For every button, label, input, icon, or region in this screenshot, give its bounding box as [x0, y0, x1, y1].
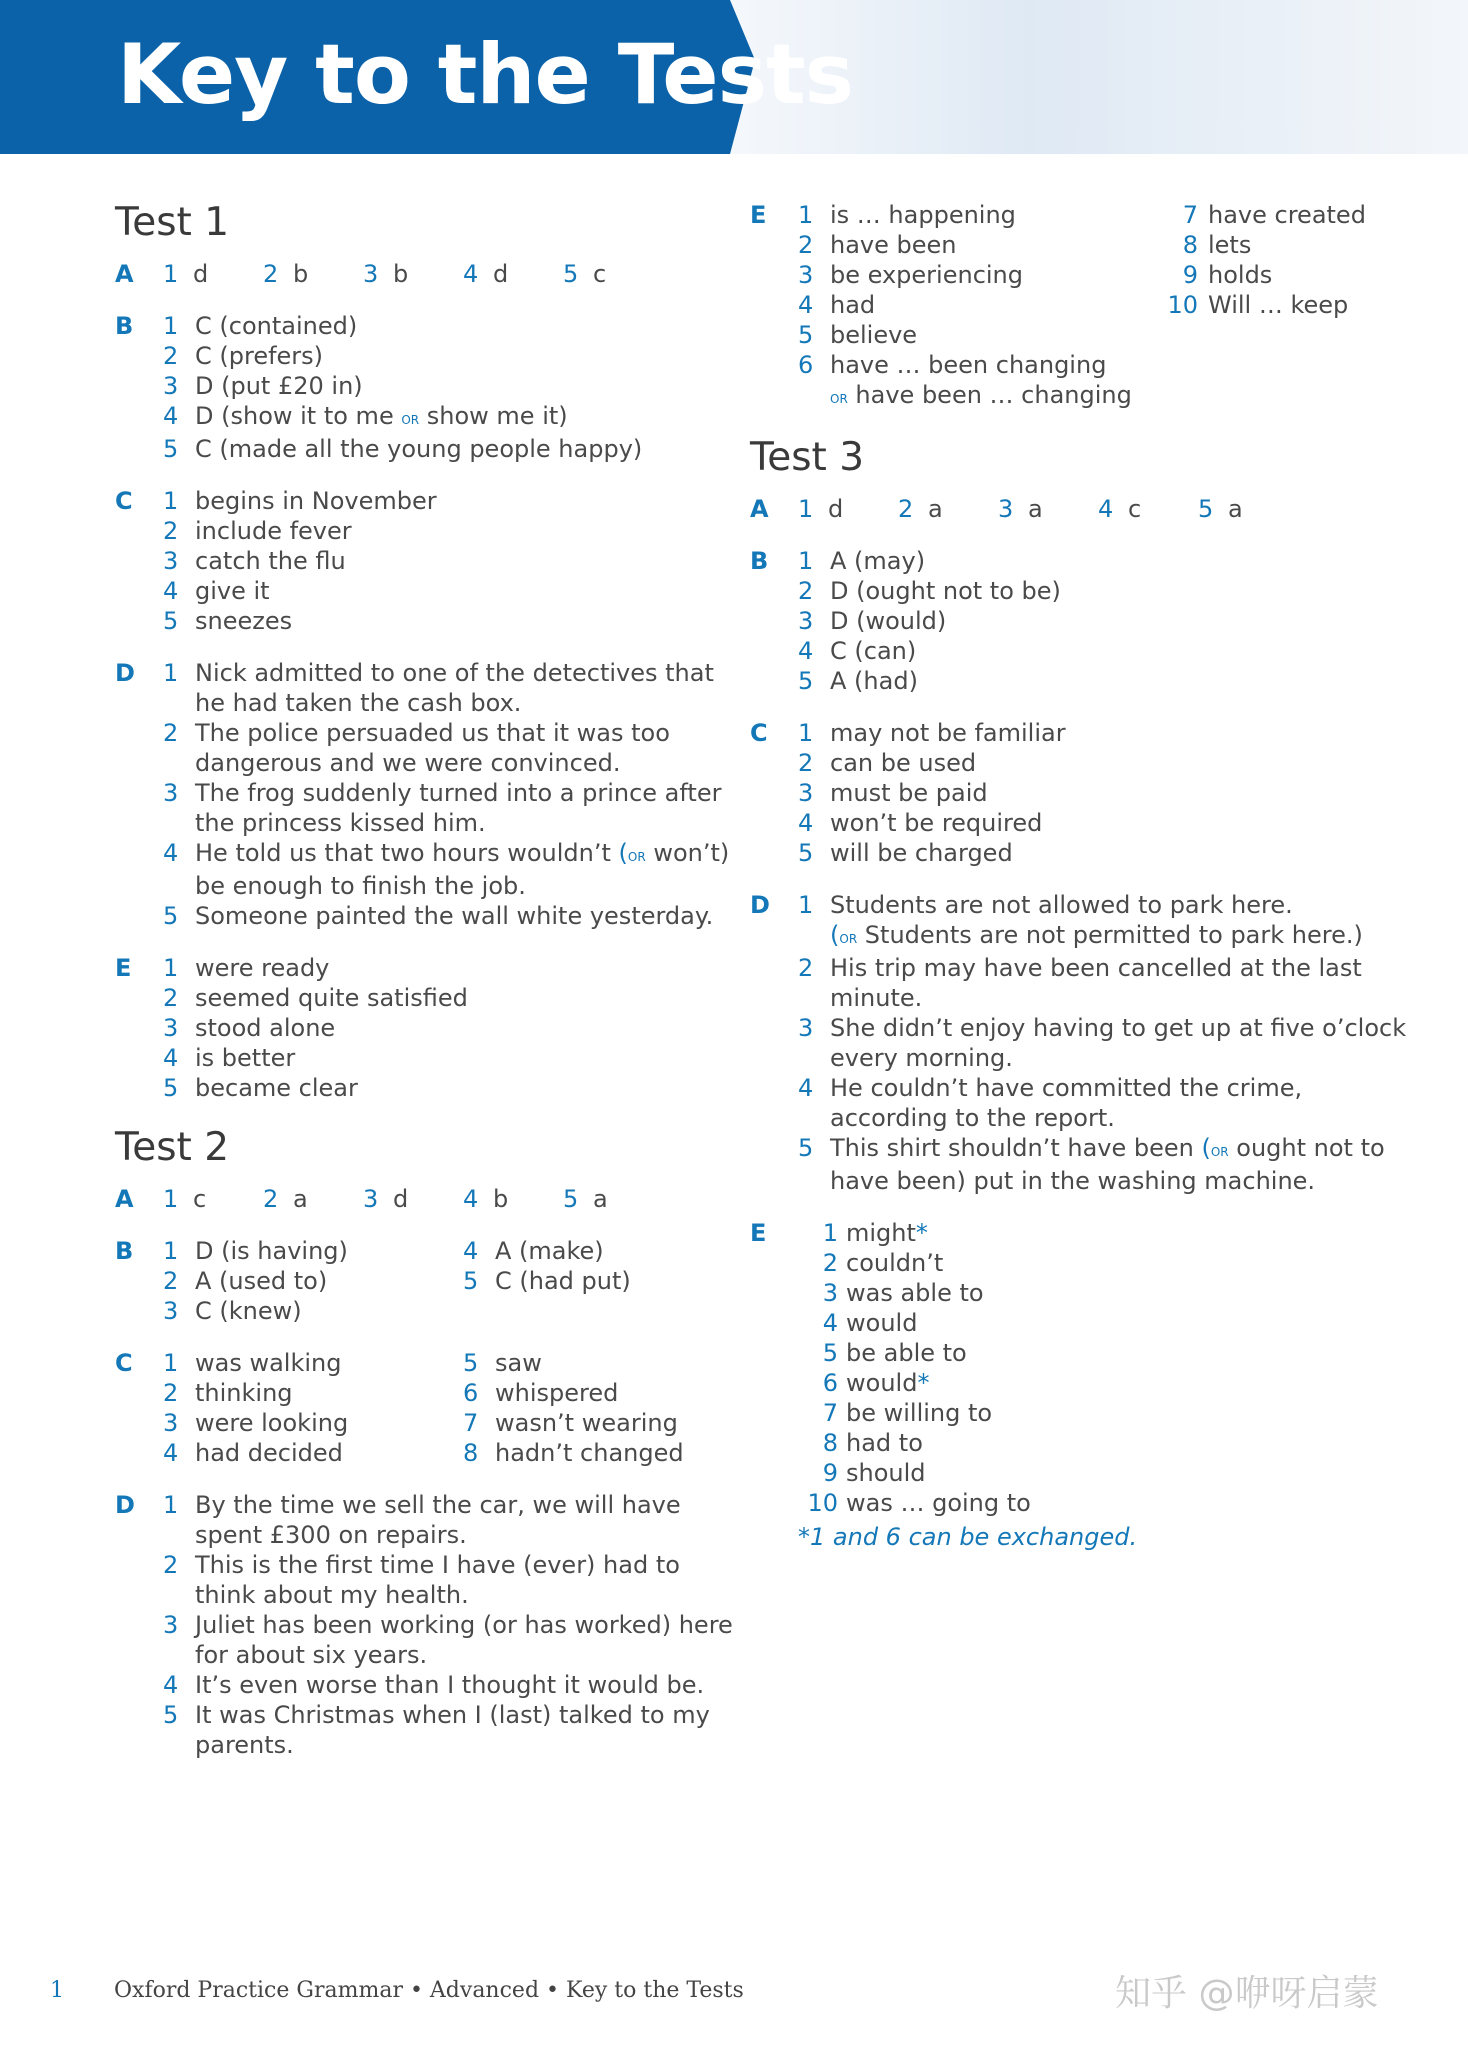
list-item: 5 C (made all the young people happy)	[163, 434, 643, 463]
list-item: 2 can be used	[798, 748, 977, 777]
list-item: 5 This shirt shouldn’t have been (or ought not to have been) put in the washing machine.	[798, 1133, 1385, 1195]
list-item: 3 Juliet has been working (or has worked) here for about six years.	[163, 1610, 733, 1669]
list-item: 1 begins in November	[163, 486, 437, 515]
section-letter: D	[115, 658, 135, 687]
list-item: 2 thinking	[163, 1378, 293, 1407]
section-letter: C	[115, 486, 133, 515]
list-item: 7 have created	[1182, 201, 1366, 229]
list-item: 5 C (had put)	[463, 1266, 631, 1295]
section-letter: B	[115, 1236, 134, 1265]
section-letter: E	[750, 201, 767, 229]
list-item: 5 A (had)	[798, 666, 918, 695]
page-title: Key to the Tests	[117, 26, 854, 123]
test2-title: Test 2	[115, 1124, 230, 1170]
footnote: *1 and 6 can be exchanged.	[798, 1522, 1138, 1551]
list-item: 3 were looking	[163, 1408, 349, 1437]
section-letter: D	[750, 890, 770, 919]
list-item: 5 believe	[798, 321, 918, 349]
section-letter: E	[750, 1218, 767, 1247]
test2-section-e	[750, 200, 1410, 413]
list-item: 9 should	[822, 1458, 926, 1487]
list-item: 1 might*	[822, 1218, 928, 1247]
watermark: 知乎 @咿呀启蒙	[1115, 1973, 1379, 2014]
right-column	[750, 200, 1410, 1552]
list-item: 6 would*	[822, 1368, 930, 1397]
list-item: 1 By the time we sell the car, we will have spent £300 on repairs.	[163, 1490, 681, 1549]
test1-section-a	[115, 259, 735, 289]
test2-section-b	[115, 1236, 735, 1326]
list-item: 3 was able to	[822, 1278, 984, 1307]
list-item: 4 had decided	[163, 1438, 343, 1467]
list-item: 8 lets	[1182, 231, 1252, 259]
list-item: 8 hadn’t changed	[463, 1438, 684, 1467]
section-letter: A	[115, 1184, 134, 1213]
list-item: 1 may not be familiar	[798, 718, 1066, 747]
list-item: 4 C (can)	[798, 636, 917, 665]
test3-section-e	[750, 1218, 1410, 1518]
list-item: 2 couldn’t	[822, 1248, 944, 1277]
test3-section-d	[750, 890, 1410, 1196]
list-item: 1 were ready	[163, 953, 330, 982]
list-item: 2 have been	[798, 231, 957, 259]
test3-section-c	[750, 718, 1410, 868]
list-item: 5 be able to	[822, 1338, 967, 1367]
list-item: 1 D (is having)	[163, 1236, 348, 1265]
answer-row: 1 d 2 b 3 b 4 d 5 c	[163, 259, 607, 288]
list-item: 3 D (would)	[798, 606, 947, 635]
list-item: 10 Will … keep	[1167, 291, 1349, 319]
section-letter: A	[115, 259, 134, 288]
list-item: 9 holds	[1182, 261, 1273, 289]
left-column	[115, 200, 735, 1782]
list-item: 6 have … been changing or have been … changing	[798, 351, 1132, 409]
page-footer	[50, 1978, 744, 2003]
list-item: 1 Nick admitted to one of the detectives that he had taken the cash box.	[163, 658, 714, 717]
list-item: 6 whispered	[463, 1378, 619, 1407]
list-item: 4 It’s even worse than I thought it would be.	[163, 1670, 705, 1699]
list-item: 2 seemed quite satisfied	[163, 983, 468, 1012]
test2-section-a	[115, 1184, 735, 1214]
list-item: 4 He couldn’t have committed the crime, according to the report.	[798, 1073, 1303, 1132]
list-item: 4 give it	[163, 576, 270, 605]
list-item: 1 A (may)	[798, 546, 926, 575]
list-item: 5 will be charged	[798, 838, 1013, 867]
list-item: 4 A (make)	[463, 1236, 604, 1265]
section-letter: C	[750, 718, 768, 747]
list-item: 2 C (prefers)	[163, 341, 324, 370]
list-item: 5 became clear	[163, 1073, 358, 1102]
list-item: 10 was … going to	[807, 1488, 1031, 1517]
list-item: 3 The frog suddenly turned into a prince after the princess kissed him.	[163, 778, 722, 837]
list-item: 5 Someone painted the wall white yesterday.	[163, 901, 714, 930]
test3-section-b	[750, 546, 1410, 696]
list-item: 1 was walking	[163, 1348, 342, 1377]
section-letter: C	[115, 1348, 133, 1377]
section-letter: B	[115, 311, 134, 340]
test1-section-d	[115, 658, 735, 931]
test3-section-a	[750, 494, 1410, 524]
list-item: 2 D (ought not to be)	[798, 576, 1061, 605]
list-item: 3 stood alone	[163, 1013, 336, 1042]
list-item: 8 had to	[822, 1428, 923, 1457]
list-item: 3 must be paid	[798, 778, 988, 807]
list-item: 4 won’t be required	[798, 808, 1043, 837]
list-item: 3 She didn’t enjoy having to get up at five o’clock every morning.	[798, 1013, 1407, 1072]
list-item: 4 is better	[163, 1043, 296, 1072]
list-item: 2 This is the first time I have (ever) had to think about my health.	[163, 1550, 680, 1609]
test1-section-c	[115, 486, 735, 636]
list-item: 5 sneezes	[163, 606, 293, 635]
test1-section-e	[115, 953, 735, 1103]
page-number: 1	[50, 1978, 64, 2003]
answer-row: 1 c 2 a 3 d 4 b 5 a	[163, 1184, 608, 1213]
list-item: 4 He told us that two hours wouldn’t (or won’t) be enough to finish the job.	[163, 838, 730, 900]
list-item: 3 be experiencing	[798, 261, 1023, 289]
list-item: 1 Students are not allowed to park here. (or Students are not permitted to park here.)	[798, 890, 1363, 949]
list-item: 2 His trip may have been cancelled at the last minute.	[798, 953, 1362, 1012]
list-item: 2 The police persuaded us that it was too dangerous and we were convinced.	[163, 718, 670, 777]
test1-title: Test 1	[115, 200, 230, 245]
list-item: 2 include fever	[163, 516, 352, 545]
test2-section-c	[115, 1348, 735, 1468]
section-letter: A	[750, 494, 769, 523]
list-item: 1 C (contained)	[163, 311, 358, 340]
list-item: 7 be willing to	[822, 1398, 993, 1427]
section-letter: B	[750, 546, 769, 575]
list-item: 4 would	[822, 1308, 918, 1337]
list-item: 4 had	[798, 291, 876, 319]
test3-title: Test 3	[750, 435, 865, 480]
list-item: 5 It was Christmas when I (last) talked to my parents.	[163, 1700, 710, 1759]
list-item: 2 A (used to)	[163, 1266, 328, 1295]
section-letter: D	[115, 1490, 135, 1519]
list-item: 3 D (put £20 in)	[163, 371, 363, 400]
list-item: 5 saw	[463, 1348, 542, 1377]
list-item: 7 wasn’t wearing	[463, 1408, 678, 1437]
section-letter: E	[115, 953, 132, 982]
answer-row: 1 d 2 a 3 a 4 c 5 a	[798, 494, 1243, 523]
test1-section-b	[115, 311, 735, 464]
list-item: 3 catch the flu	[163, 546, 346, 575]
list-item: 3 C (knew)	[163, 1296, 302, 1325]
list-item: 4 D (show it to me or show me it)	[163, 401, 568, 430]
footer-text: Oxford Practice Grammar • Advanced • Key to the Tests	[114, 1978, 744, 2003]
list-item: 1 is … happening	[798, 201, 1016, 229]
test2-section-d	[115, 1490, 735, 1760]
